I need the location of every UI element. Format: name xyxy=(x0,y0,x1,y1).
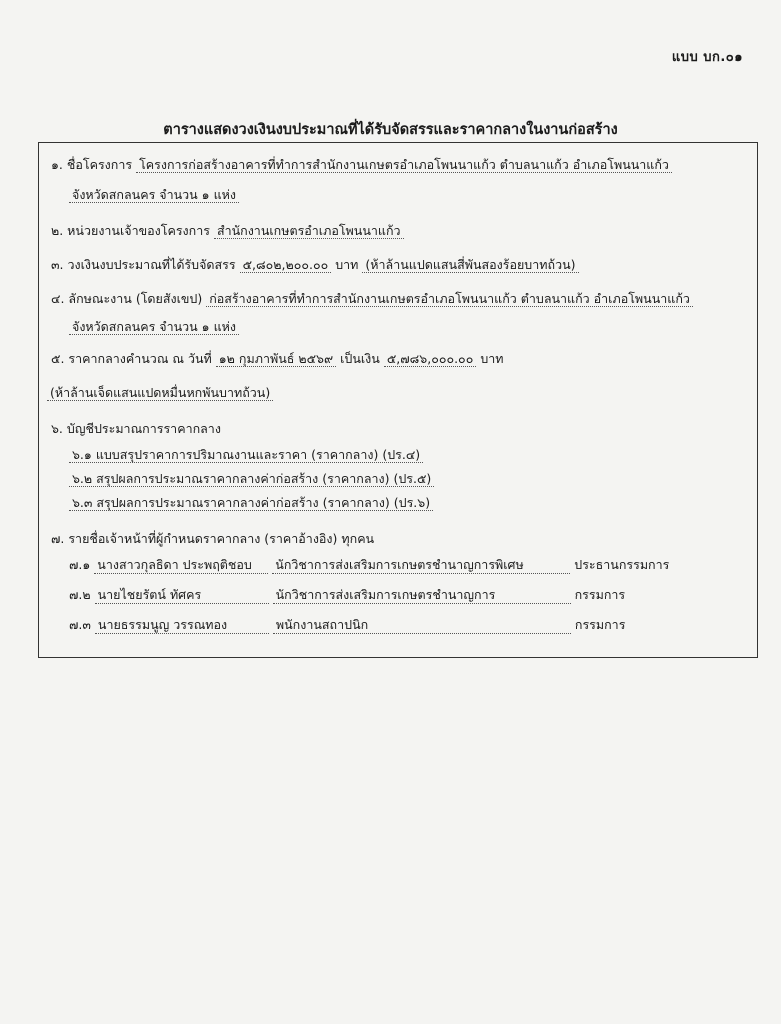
work-nature-label: ๔. ลักษณะงาน (โดยสังเขป) xyxy=(51,291,203,306)
estimate-item-text: ๖.๓ สรุปผลการประมาณราคากลางค่าก่อสร้าง (ราคากลาง) (ปร.๖) xyxy=(69,495,433,511)
committee-member-1 xyxy=(69,557,739,574)
member-role: กรรมการ xyxy=(574,587,626,602)
member-role: กรรมการ xyxy=(574,617,626,632)
project-name-label: ๑. ชื่อโครงการ xyxy=(51,157,133,172)
member-name: นายธรรมนูญ วรรณทอง xyxy=(95,617,269,634)
project-name-row xyxy=(51,157,672,173)
budget-amount: ๕,๘๐๒,๒๐๐.๐๐ xyxy=(240,257,332,273)
owner-agency-row xyxy=(51,223,404,239)
committee-member-3 xyxy=(69,617,739,634)
budget-label: ๓. วงเงินงบประมาณที่ได้รับจัดสรร xyxy=(51,257,236,272)
project-name-row-2 xyxy=(69,187,239,203)
reference-price-amount-words: (ห้าล้านเจ็ดแสนแปดหมื่นหกพันบาทถ้วน) xyxy=(47,385,273,401)
form-code: แบบ บก.๐๑ xyxy=(671,50,743,65)
member-position: นักวิชาการส่งเสริมการเกษตรชำนาญการ xyxy=(273,587,571,604)
owner-agency-label: ๒. หน่วยงานเจ้าของโครงการ xyxy=(51,223,210,238)
work-nature-value-2: จังหวัดสกลนคร จำนวน ๑ แห่ง xyxy=(69,319,239,335)
committee-label: ๗. รายชื่อเจ้าหน้าที่ผู้กำหนดราคากลาง (ราคาอ้างอิง) ทุกคน xyxy=(51,531,375,546)
project-name-value-2: จังหวัดสกลนคร จำนวน ๑ แห่ง xyxy=(69,187,239,203)
work-nature-value: ก่อสร้างอาคารที่ทำการสำนักงานเกษตรอำเภอโพนนาแก้ว ตำบลนาแก้ว อำเภอโพนนาแก้ว xyxy=(206,291,693,307)
committee-heading xyxy=(51,531,374,547)
estimate-list-heading xyxy=(51,421,221,437)
member-number: ๗.๑ xyxy=(69,557,91,572)
budget-unit: บาท xyxy=(335,257,359,272)
budget-table-frame xyxy=(38,142,758,658)
budget-row xyxy=(51,257,579,273)
document-title: ตารางแสดงวงเงินงบประมาณที่ได้รับจัดสรรและราคากลางในงานก่อสร้าง xyxy=(163,122,618,138)
work-nature-row xyxy=(51,291,693,307)
reference-price-amount: ๕,๗๘๖,๐๐๐.๐๐ xyxy=(384,351,477,367)
member-role: ประธานกรรมการ xyxy=(574,557,670,572)
reference-price-unit: บาท xyxy=(480,351,504,366)
estimate-item-text: ๖.๒ สรุปผลการประมาณราคากลางค่าก่อสร้าง (ราคากลาง) (ปร.๕) xyxy=(69,471,434,487)
estimate-item-text: ๖.๑ แบบสรุปราคาการปริมาณงานและราคา (ราคากลาง) (ปร.๔) xyxy=(69,447,423,463)
project-name-value: โครงการก่อสร้างอาคารที่ทำการสำนักงานเกษตรอำเภอโพนนาแก้ว ตำบลนาแก้ว อำเภอโพนนาแก้ว xyxy=(136,157,672,173)
reference-price-label: ๕. ราคากลางคำนวณ ณ วันที่ xyxy=(51,351,212,366)
estimate-item-2 xyxy=(69,471,434,487)
member-position: พนักงานสถาปนิก xyxy=(273,617,571,634)
member-name: นายไชยรัตน์ ทัศคร xyxy=(95,587,269,604)
member-number: ๗.๓ xyxy=(69,617,91,632)
estimate-item-1 xyxy=(69,447,423,463)
member-number: ๗.๒ xyxy=(69,587,91,602)
estimate-list-label: ๖. บัญชีประมาณการราคากลาง xyxy=(51,421,221,436)
reference-price-words-row xyxy=(47,385,273,401)
member-name: นางสาวกุลธิดา ประพฤติชอบ xyxy=(94,557,268,574)
reference-price-amount-label: เป็นเงิน xyxy=(340,351,380,366)
owner-agency-value: สำนักงานเกษตรอำเภอโพนนาแก้ว xyxy=(214,223,404,239)
reference-price-date: ๑๒ กุมภาพันธ์ ๒๕๖๙ xyxy=(216,351,336,367)
member-position: นักวิชาการส่งเสริมการเกษตรชำนาญการพิเศษ xyxy=(272,557,570,574)
committee-member-2 xyxy=(69,587,739,604)
reference-price-row xyxy=(51,351,504,367)
work-nature-row-2 xyxy=(69,319,239,335)
budget-amount-words: (ห้าล้านแปดแสนสี่พันสองร้อยบาทถ้วน) xyxy=(362,257,578,273)
estimate-item-3 xyxy=(69,495,433,511)
